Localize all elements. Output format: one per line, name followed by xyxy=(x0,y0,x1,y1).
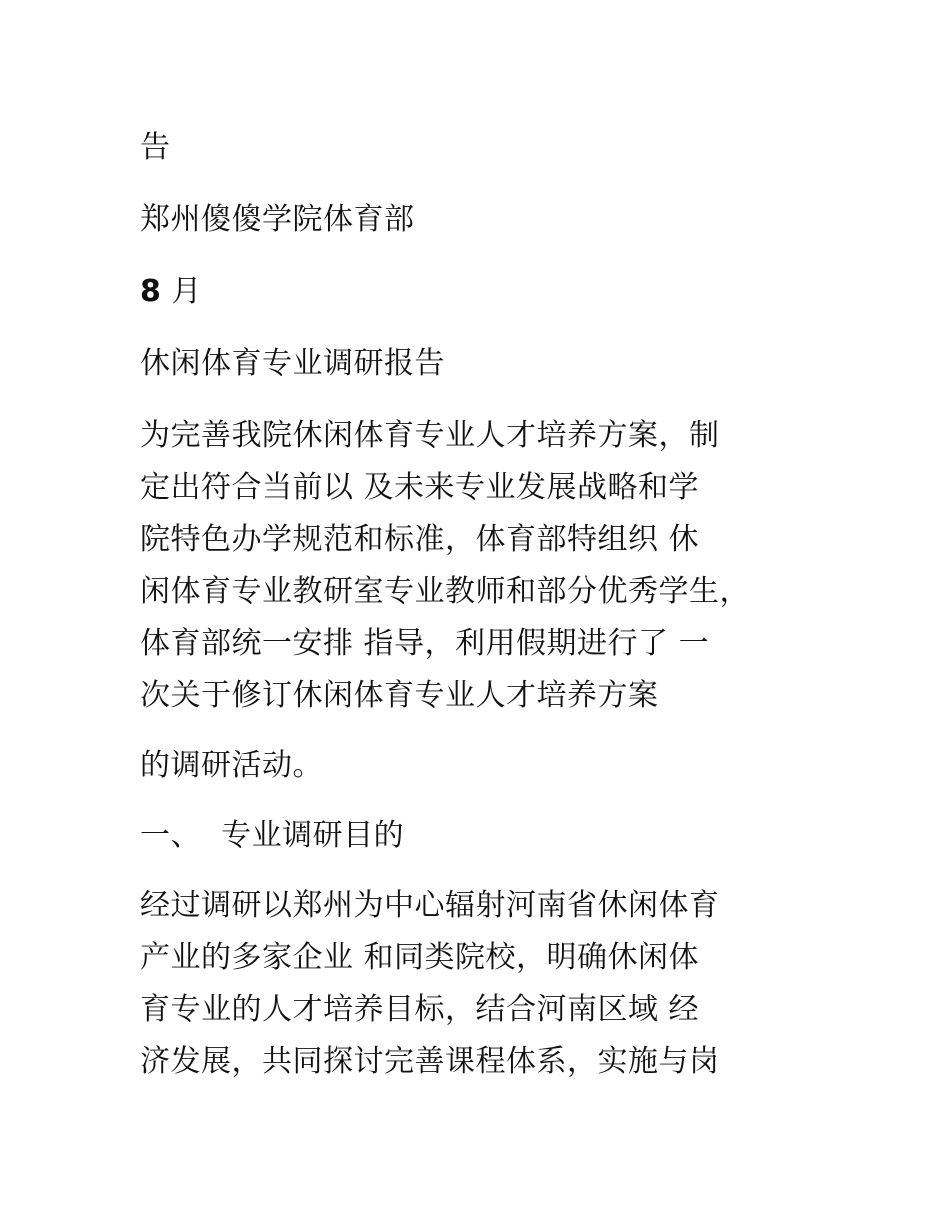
date-number: 8 xyxy=(140,274,162,309)
institution-name: 郑州傻傻学院体育部 xyxy=(140,202,415,237)
paragraph-line: 体育部统一安排 指导，利用假期进行了 一 xyxy=(140,626,710,661)
report-title: 休闲体育专业调研报告 xyxy=(140,346,445,381)
date-unit: 月 xyxy=(161,274,202,309)
paragraph-line: 次关于修订休闲体育专业人才培养方案 xyxy=(140,678,659,713)
report-date xyxy=(140,266,840,318)
section-one-paragraph xyxy=(140,880,840,1088)
paragraph-line: 济发展，共同探讨完善课程体系，实施与岗 xyxy=(140,1044,720,1079)
paragraph-line: 育专业的人才培养目标，结合河南区域 经 xyxy=(140,992,700,1027)
paragraph-line: 闲体育专业教研室专业教师和部分优秀学生， xyxy=(140,574,750,609)
intro-paragraph xyxy=(140,410,840,722)
paragraph-line: 产业的多家企业 和同类院校，明确休闲体 xyxy=(140,940,700,975)
section-heading: 一、 专业调研目的 xyxy=(140,818,405,853)
paragraph-line: 定出符合当前以 及未来专业发展战略和学 xyxy=(140,470,700,505)
intro-paragraph-end: 的调研活动。 xyxy=(140,748,323,783)
document-body xyxy=(140,122,840,1088)
heading-fragment: 告 xyxy=(140,130,171,165)
paragraph-line: 经过调研以郑州为中心辐射河南省休闲体育 xyxy=(140,888,720,923)
paragraph-line: 院特色办学规范和标准，体育部特组织 休 xyxy=(140,522,700,557)
paragraph-line: 为完善我院休闲体育专业人才培养方案，制 xyxy=(140,418,720,453)
